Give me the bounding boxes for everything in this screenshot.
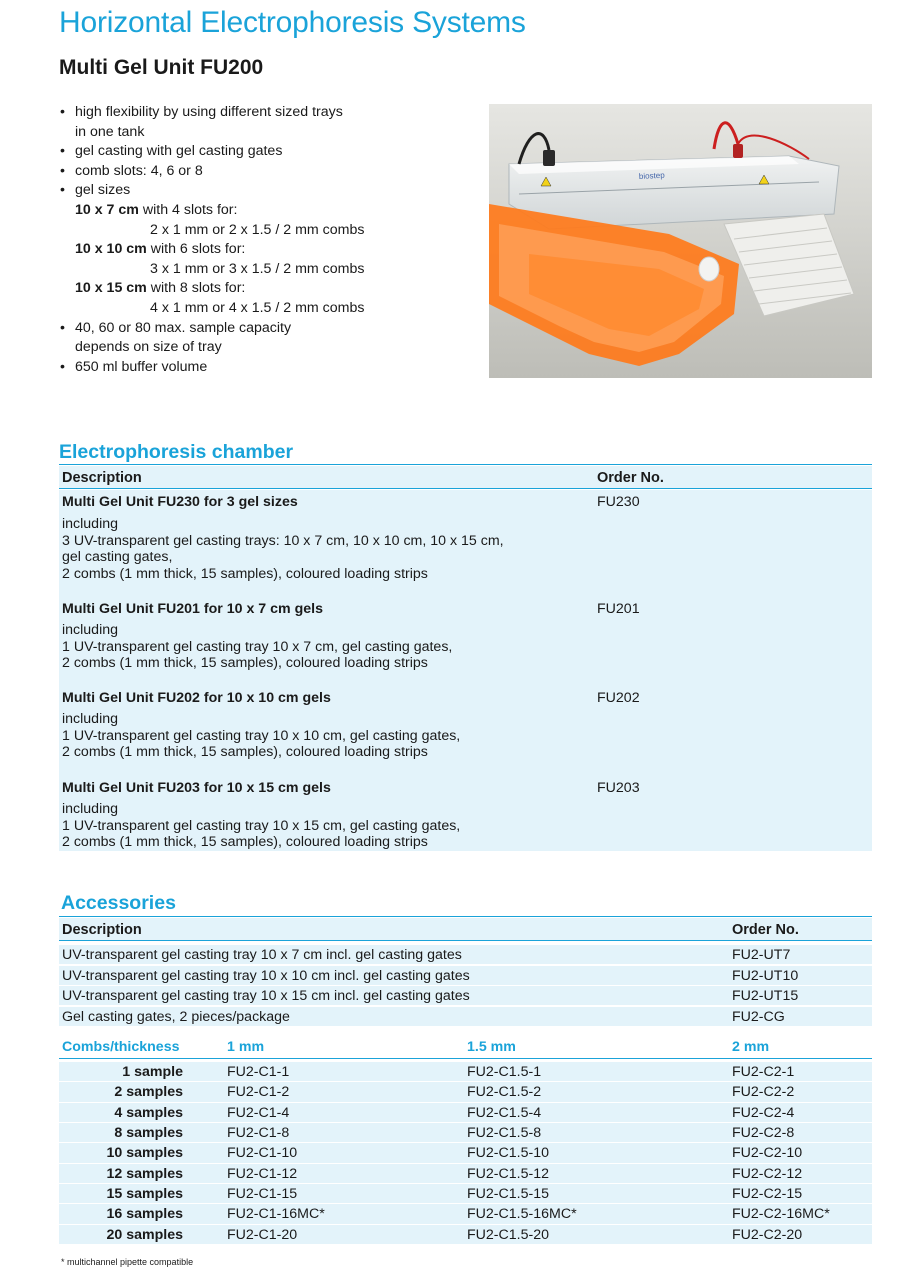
comb-row [59,1062,872,1082]
gel-size-line: 10 x 15 cm with 8 slots for: [75,280,246,297]
accessory-row: UV-transparent gel casting tray 10 x 15 cm incl. gel casting gates FU2-UT15 [59,986,872,1006]
comb-order-number: FU2-C1.5-16MC* [467,1206,577,1223]
electrophoresis-unit-image [489,104,872,378]
feature-item: • comb slots: 4, 6 or 8 [59,162,459,182]
product-contents: including 1 UV-transparent gel casting tray 10 x 7 cm, gel casting gates, 2 combs (1 mm thick, 15 samples), coloured loading strips [62,622,453,671]
comb-sample-count: 1 sample [122,1064,183,1080]
comb-order-number: FU2-C1-15 [227,1186,298,1203]
comb-row [59,1143,872,1163]
gel-size-combs: 4 x 1 mm or 4 x 1.5 / 2 mm combs [150,299,365,316]
gel-size-combs: 3 x 1 mm or 3 x 1.5 / 2 mm combs [150,260,365,277]
comb-order-number: FU2-C1-1 [227,1064,290,1080]
gel-size-line: 10 x 10 cm with 6 slots for: [75,241,246,258]
comb-order-number: FU2-C1.5-15 [467,1186,550,1203]
comb-row [59,1204,872,1224]
bullet-icon: • [60,143,65,160]
comb-order-number: FU2-C1-2 [227,1084,290,1101]
comb-order-number: FU2-C1.5-12 [467,1165,550,1182]
comb-order-number: FU2-C1.5-4 [467,1104,542,1121]
comb-row [59,1184,872,1204]
comb-order-number: FU2-C1.5-8 [467,1125,542,1142]
comb-order-number: FU2-C2-1 [732,1064,795,1080]
comb-order-number: FU2-C1-4 [227,1104,290,1121]
product-contents: including 1 UV-transparent gel casting tray 10 x 15 cm, gel casting gates, 2 combs (1 mm thick, 15 samples), coloured loading strips [62,801,461,850]
footnote: * multichannel pipette compatible [61,1257,194,1267]
product-contents: including 1 UV-transparent gel casting tray 10 x 10 cm, gel casting gates, 2 combs (1 mm thick, 15 samples), coloured loading strips [62,711,461,760]
page-subtitle: Multi Gel Unit FU200 [59,56,264,79]
gel-size-line: 10 x 7 cm with 4 slots for: [75,201,238,218]
bullet-icon: • [60,104,65,120]
comb-sample-count: 20 samples [106,1226,183,1243]
col-order-no: Order No. [732,922,799,938]
section-divider [59,464,872,465]
accessories-table-header [59,918,872,941]
comb-order-number: FU2-C1.5-20 [467,1226,550,1243]
col-1-5mm: 1.5 mm [467,1039,516,1055]
chamber-row [59,764,872,851]
col-description: Description [62,470,142,486]
comb-row [59,1225,872,1245]
product-photo [489,104,872,378]
comb-order-number: FU2-C1-12 [227,1165,298,1182]
comb-order-number: FU2-C2-10 [732,1145,803,1162]
comb-order-number: FU2-C2-4 [732,1104,795,1121]
accessory-row: Gel casting gates, 2 pieces/package FU2-CG [59,1007,872,1027]
combs-table-header [59,1036,872,1059]
comb-order-number: FU2-C2-12 [732,1165,803,1182]
col-2mm: 2 mm [732,1039,770,1055]
comb-order-number: FU2-C2-2 [732,1084,795,1101]
product-name: Multi Gel Unit FU230 for 3 gel sizes [62,494,298,510]
product-name: Multi Gel Unit FU203 for 10 x 15 cm gels [62,780,331,796]
comb-row [59,1082,872,1102]
page-title: Horizontal Electrophoresis Systems [59,6,526,39]
feature-item: • 650 ml buffer volume [59,358,459,378]
chamber-row [59,584,872,674]
col-description: Description [62,922,142,938]
feature-list [59,103,459,377]
order-number: FU201 [597,601,640,617]
accessory-row: UV-transparent gel casting tray 10 x 7 cm incl. gel casting gates FU2-UT7 [59,945,872,965]
feature-item: • gel sizes [59,181,459,201]
comb-sample-count: 8 samples [114,1125,183,1142]
comb-order-number: FU2-C2-8 [732,1125,795,1142]
comb-sample-count: 12 samples [106,1165,183,1182]
col-combs-thickness: Combs/thickness [62,1039,180,1055]
bullet-icon: • [60,319,65,336]
feature-item: • gel casting with gel casting gates [59,142,459,162]
chamber-row [59,674,872,764]
chamber-table-header [59,466,872,489]
comb-order-number: FU2-C1-8 [227,1125,290,1142]
product-name: Multi Gel Unit FU201 for 10 x 7 cm gels [62,601,323,617]
bullet-icon: • [60,182,65,199]
comb-order-number: FU2-C2-20 [732,1226,803,1243]
comb-sample-count: 16 samples [106,1206,183,1223]
order-number: FU203 [597,780,640,796]
comb-sample-count: 15 samples [106,1186,183,1203]
comb-order-number: FU2-C1.5-10 [467,1145,550,1162]
comb-sample-count: 4 samples [114,1104,183,1121]
comb-order-number: FU2-C2-16MC* [732,1206,830,1223]
chamber-section-title: Electrophoresis chamber [59,441,294,463]
section-divider [59,916,872,917]
comb-sample-count: 2 samples [114,1084,183,1101]
gel-size-combs: 2 x 1 mm or 2 x 1.5 / 2 mm combs [150,221,365,238]
order-number: FU202 [597,690,640,706]
brand-label: biostep [638,170,665,181]
accessories-section-title: Accessories [61,892,176,914]
bullet-icon: • [60,358,65,375]
comb-row [59,1164,872,1184]
comb-order-number: FU2-C2-15 [732,1186,803,1203]
order-number: FU230 [597,494,640,510]
product-name: Multi Gel Unit FU202 for 10 x 10 cm gels [62,690,331,706]
comb-order-number: FU2-C1-10 [227,1145,298,1162]
col-order-no: Order No. [597,470,664,486]
comb-order-number: FU2-C1-16MC* [227,1206,325,1223]
feature-item: • high flexibility by using different sized trays in one tank [60,104,343,140]
product-contents: including 3 UV-transparent gel casting trays: 10 x 7 cm, 10 x 10 cm, 10 x 15 cm, gel casting gates, 2 combs (1 mm thick, 15 samples), coloured loading strips [62,516,504,582]
comb-order-number: FU2-C1.5-1 [467,1064,542,1080]
comb-row [59,1103,872,1123]
comb-order-number: FU2-C1-20 [227,1226,298,1243]
chamber-row [59,490,872,584]
feature-item: • 40, 60 or 80 max. sample capacity depends on size of tray [60,319,292,356]
col-1mm: 1 mm [227,1039,265,1055]
bullet-icon: • [60,162,65,179]
comb-sample-count: 10 samples [106,1145,183,1162]
comb-row [59,1123,872,1143]
comb-order-number: FU2-C1.5-2 [467,1084,542,1101]
accessory-row: UV-transparent gel casting tray 10 x 10 cm incl. gel casting gates FU2-UT10 [59,966,872,986]
